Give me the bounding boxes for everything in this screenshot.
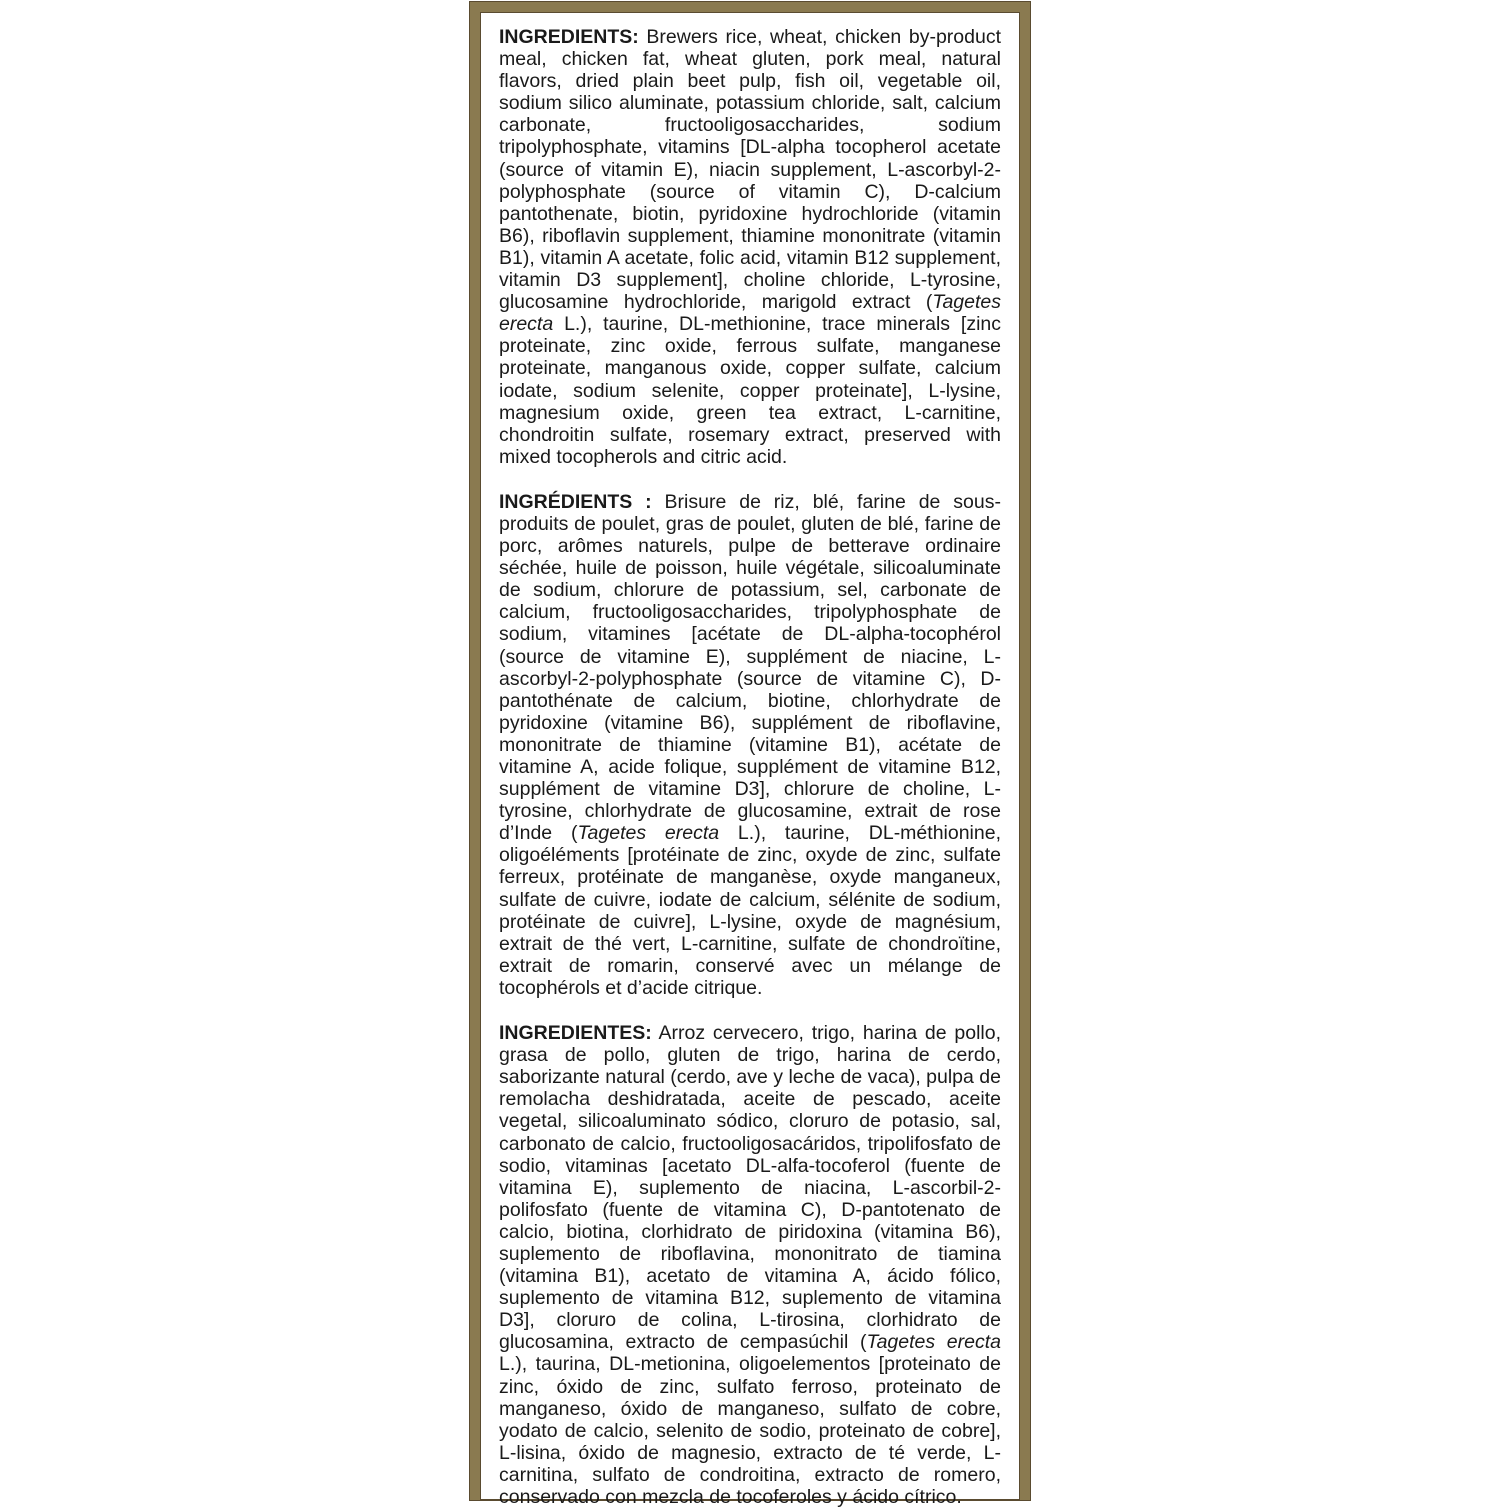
paragraph-ingredients-french: [499, 491, 1001, 999]
heading-ingredients-english: INGREDIENTS:: [499, 26, 639, 48]
heading-ingredients-french: INGRÉDIENTS :: [499, 490, 652, 513]
paragraph-ingredients-spanish: [499, 1022, 1001, 1508]
heading-ingredients-spanish: INGREDIENTES:: [499, 1022, 652, 1045]
latin-species-name-english: Tagetes erecta: [499, 291, 1001, 336]
latin-species-name-french: Tagetes erecta: [577, 822, 720, 845]
ingredients-english-text-part2: L.), taurine, DL-methionine, trace minerals [zinc proteinate, zinc oxide, ferrous sulfate, manganese proteinate, manganous oxide, copper sulfate, calcium iodate, sodium selenite, copper proteinate], L-lysine, magnesium oxide, green tea extract, L-carnitine, chondroitin sulfate, rosemary extract, preserved with mixed tocopherols and citric acid.: [499, 313, 1001, 468]
ingredients-spanish-text-part1: Arroz cervecero, trigo, harina de pollo, grasa de pollo, gluten de trigo, harina de cerdo, saborizante natural (cerdo, ave y leche de vaca), pulpa de remolacha deshidratada, aceite de pescado, aceite vegetal, silicoaluminato sódico, cloruro de potasio, sal, carbonato de calcio, fructooligosacáridos, tripolifosfato de sodio, vitaminas [acetato DL-alfa-tocoferol (fuente de vitamina E), suplemento de niacina, L-ascorbil-2-polifosfato (fuente de vitamina C), D-pantotenato de calcio, biotina, clorhidrato de piridoxina (vitamina B6), suplemento de riboflavina, mononitrato de tiamina (vitamina B1), acetato de vitamina A, ácido fólico, suplemento de vitamina B12, suplemento de vitamina D3], cloruro de colina, L-tirosina, clorhidrato de glucosamina, extracto de cempasúchil (: [499, 1022, 1001, 1354]
ingredients-spanish-text-part2: L.), taurina, DL-metionina, oligoelementos [proteinato de zinc, óxido de zinc, sulfato ferroso, proteinato de manganeso, óxido de manganeso, sulfato de cobre, yodato de calcio, selenito de sodio, proteinato de cobre], L-lisina, óxido de magnesio, extracto de té verde, L-carnitina, sulfato de condroitina, extracto de romero, conservado con mezcla de tocoferoles y ácido cítrico.: [499, 1353, 1001, 1508]
ingredients-french-text-part1: Brisure de riz, blé, farine de sous-produits de poulet, gras de poulet, gluten de blé, farine de porc, arômes naturels, pulpe de betterave ordinaire séchée, huile de poisson, huile végétale, silicoaluminate de sodium, chlorure de potassium, sel, carbonate de calcium, fructooligosaccharides, tripolyphosphate de sodium, vitamines [acétate de DL-alpha-tocophérol (source de vitamine E), supplément de niacine, L-ascorbyl-2-polyphosphate (source de vitamine C), D-pantothénate de calcium, biotine, chlorhydrate de pyridoxine (vitamine B6), supplément de riboflavine, mononitrate de thiamine (vitamine B1), acétate de vitamine A, acide folique, supplément de vitamine B12, supplément de vitamine D3], chlorure de choline, L-tyrosine, chlorhydrate de glucosamine, extrait de rose d’Inde (: [499, 490, 1001, 845]
ingredients-french-text-part2: L.), taurine, DL-méthionine, oligoéléments [protéinate de zinc, oxyde de zinc, sulfate ferreux, protéinate de manganèse, oxyde manganeux, sulfate de cuivre, iodate de calcium, sélénite de sodium, protéinate de cuivre], L-lysine, oxyde de magnésium, extrait de thé vert, L-carnitine, sulfate de chondroïtine, extrait de romarin, conservé avec un mélange de tocophérols et d’acide citrique.: [499, 822, 1001, 999]
ingredients-english-text-part1: Brewers rice, wheat, chicken by-product meal, chicken fat, wheat gluten, pork meal, natural flavors, dried plain beet pulp, fish oil, vegetable oil, sodium silico aluminate, potassium chloride, salt, calcium carbonate, fructooligosaccharides, sodium tripolyphosphate, vitamins [DL-alpha tocopherol acetate (source of vitamin E), niacin supplement, L-ascorbyl-2-polyphosphate (source of vitamin C), D-calcium pantothenate, biotin, pyridoxine hydrochloride (vitamin B6), riboflavin supplement, thiamine mononitrate (vitamin B1), vitamin A acetate, folic acid, vitamin B12 supplement, vitamin D3 supplement], choline chloride, L-tyrosine, glucosamine hydrochloride, marigold extract (: [499, 26, 1001, 314]
paragraph-ingredients-english: [499, 26, 1001, 468]
ingredients-text-block: [480, 12, 1020, 1508]
ingredients-panel: [470, 2, 1030, 1508]
latin-species-name-spanish: Tagetes erecta: [866, 1331, 1001, 1354]
